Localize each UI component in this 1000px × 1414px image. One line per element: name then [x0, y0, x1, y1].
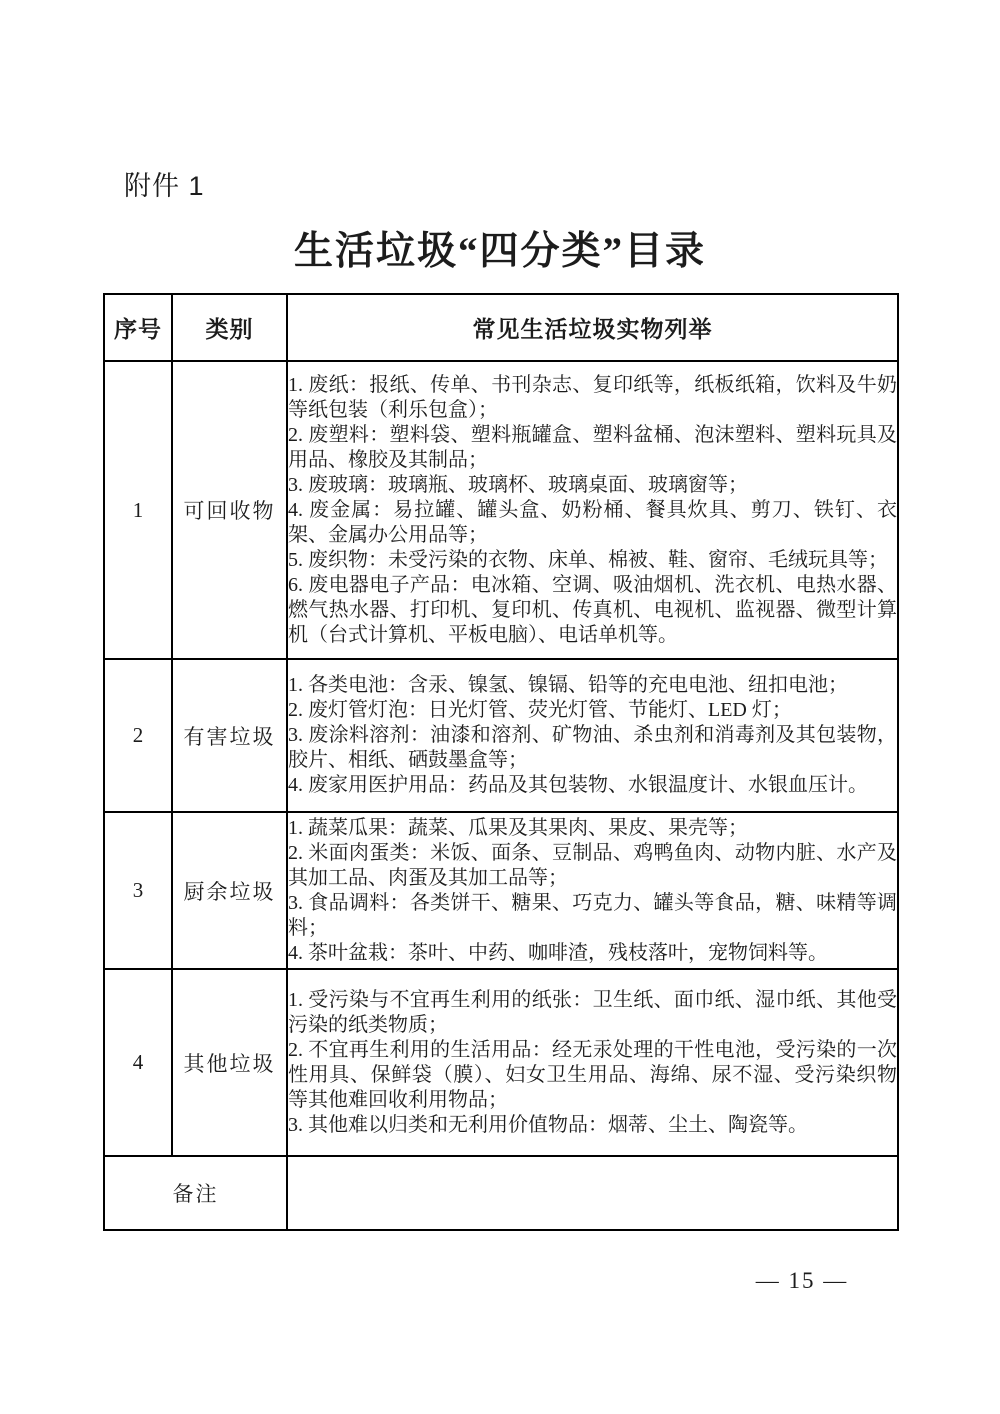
waste-item-line: 3. 废涂料溶剂：油漆和溶剂、矿物油、杀虫剂和消毒剂及其包装物，胶片、相纸、硒鼓墨盒等； [288, 724, 897, 771]
row-number: 2 [104, 659, 172, 812]
page-title: 生活垃圾“四分类”目录 [293, 230, 706, 273]
waste-item-line: 6. 废电器电子产品：电冰箱、空调、吸油烟机、洗衣机、电热水器、燃气热水器、打印机、复印机、传真机、电视机、监视器、微型计算机（台式计算机、平板电脑）、电话单机等。 [288, 573, 897, 646]
row-number: 1 [104, 361, 172, 659]
waste-item-line: 4. 废金属：易拉罐、罐头盒、奶粉桶、餐具炊具、剪刀、铁钉、衣架、金属办公用品等； [288, 498, 897, 546]
remark-content-cell [287, 1156, 898, 1230]
header-no: 序号 [104, 294, 172, 361]
table-row-recyclable [104, 361, 898, 659]
waste-item-line: 4. 茶叶盆栽：茶叶、中药、咖啡渣，残枝落叶，宠物饲料等。 [288, 941, 828, 964]
waste-item-line: 1. 废纸：报纸、传单、书刊杂志、复印纸等，纸板纸箱，饮料及牛奶等纸包装（利乐包盒）； [288, 373, 897, 421]
waste-item-line: 5. 废织物：未受污染的衣物、床单、棉被、鞋、窗帘、毛绒玩具等； [288, 548, 888, 571]
waste-item-line: 2. 废塑料：塑料袋、塑料瓶罐盒、塑料盆桶、泡沫塑料、塑料玩具及用品、橡胶及其制品； [288, 423, 897, 471]
examples-cell [287, 812, 898, 969]
category-label: 其他垃圾 [172, 969, 287, 1156]
header-examples: 常见生活垃圾实物列举 [287, 294, 898, 361]
examples-cell [287, 361, 898, 659]
table-row-other [104, 969, 898, 1156]
table-row-remark [104, 1156, 898, 1230]
table-row-hazardous [104, 659, 898, 812]
waste-item-line: 1. 各类电池：含汞、镍氢、镍镉、铅等的充电电池、纽扣电池； [288, 674, 848, 696]
examples-cell [287, 659, 898, 812]
row-number: 4 [104, 969, 172, 1156]
waste-item-line: 2. 米面肉蛋类：米饭、面条、豆制品、鸡鸭鱼肉、动物内脏、水产及其加工品、肉蛋及其加工品等； [288, 841, 897, 889]
waste-item-line: 1. 受污染与不宜再生利用的纸张：卫生纸、面巾纸、湿巾纸、其他受污染的纸类物质； [288, 988, 897, 1036]
category-label: 可回收物 [172, 361, 287, 659]
waste-classification-table [103, 293, 899, 1231]
waste-item-line: 2. 废灯管灯泡：日光灯管、荧光灯管、节能灯、LED 灯； [288, 699, 792, 721]
remark-label: 备注 [104, 1156, 287, 1230]
header-category: 类别 [172, 294, 287, 361]
table-row-kitchen [104, 812, 898, 969]
row-number: 3 [104, 812, 172, 969]
waste-item-line: 3. 废玻璃：玻璃瓶、玻璃杯、玻璃桌面、玻璃窗等； [288, 473, 748, 496]
examples-cell [287, 969, 898, 1156]
category-label: 有害垃圾 [172, 659, 287, 812]
table-header-row [104, 294, 898, 361]
waste-item-line: 4. 废家用医护用品：药品及其包装物、水银温度计、水银血压计。 [288, 774, 868, 796]
category-label: 厨余垃圾 [172, 812, 287, 969]
waste-item-line: 1. 蔬菜瓜果：蔬菜、瓜果及其果肉、果皮、果壳等； [288, 816, 748, 839]
attachment-label: 附件 1 [124, 171, 205, 201]
page-number: — 15 — [755, 1268, 849, 1293]
waste-item-line: 3. 其他难以归类和无利用价值物品：烟蒂、尘土、陶瓷等。 [288, 1113, 808, 1136]
waste-item-line: 3. 食品调料：各类饼干、糖果、巧克力、罐头等食品，糖、味精等调料； [288, 891, 897, 939]
waste-item-line: 2. 不宜再生利用的生活用品：经无汞处理的干性电池，受污染的一次性用具、保鲜袋（膜）、妇女卫生用品、海绵、尿不湿、受污染织物等其他难回收利用物品； [288, 1038, 897, 1111]
